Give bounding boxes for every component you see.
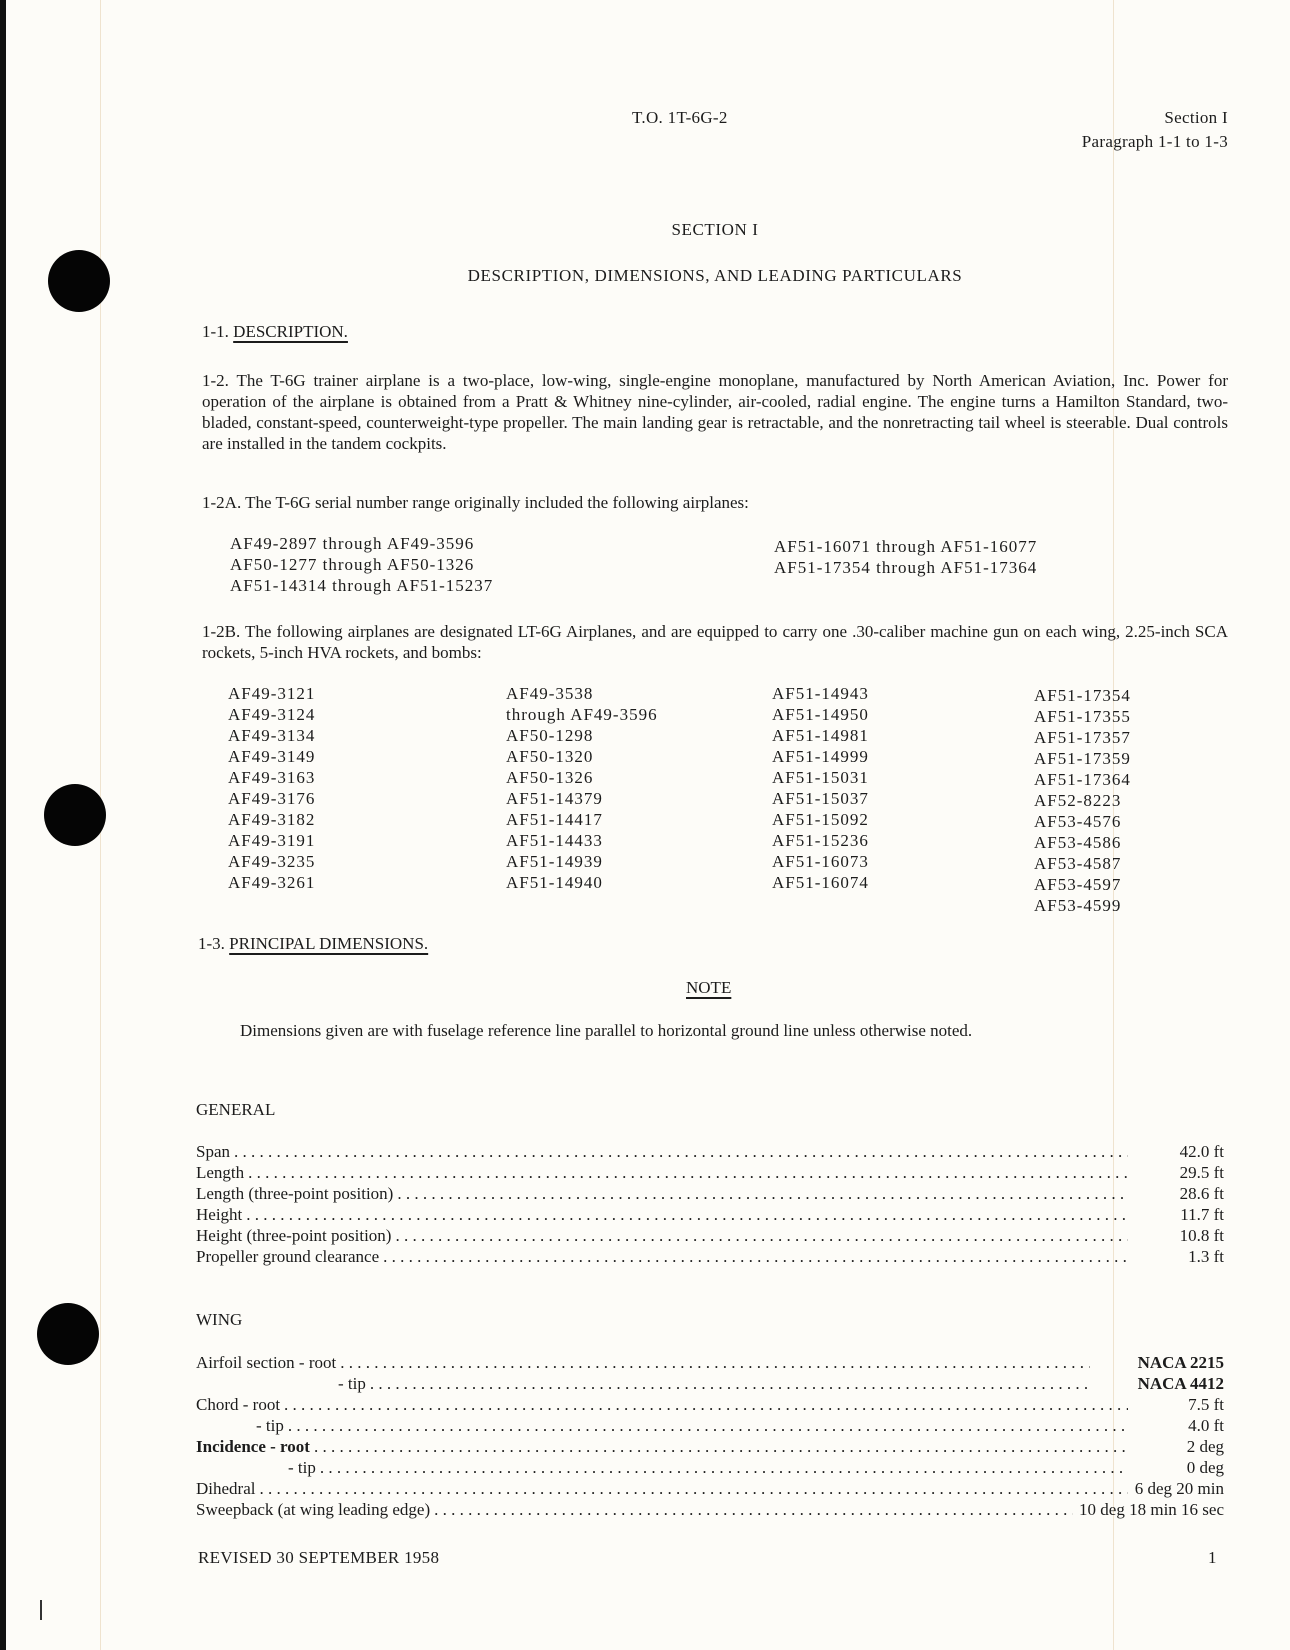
serial-range-list-right [774,536,1037,578]
serial-number: AF49-3124 [228,705,316,724]
leader-dots [234,1142,1128,1162]
serial-range: AF51-16071 through AF51-16077 [774,537,1038,556]
paragraph-text: The T-6G trainer airplane is a two-place, low-wing, single-engine monoplane, manufactured by North American Aviation, Inc. Power for operation of the airplane is obtained from a Pratt & Whitney nine-cylinder, air-cooled, radial engine. The engine turns a Hamilton Standard, two-bladed, constant-speed, counterweight-type propeller. The main landing gear is retractable, and the nonretracting tail wheel is steerable. Dual controls are installed in the tandem cockpits. [202,371,1228,453]
paragraph-number: 1-2B. [202,622,241,641]
serial-number: AF49-3134 [228,726,316,745]
dimension-row [196,1226,1224,1247]
note-text: Dimensions given are with fuselage reference line parallel to horizontal ground line unless otherwise noted. [240,1021,973,1040]
general-dimensions-table [196,1142,1224,1268]
note-heading: NOTE [686,978,732,997]
dimension-label: Dihedral [196,1479,256,1498]
dimension-value: 42.0 ft [1179,1142,1224,1161]
dimension-value: 29.5 ft [1179,1163,1224,1182]
section-subtitle: DESCRIPTION, DIMENSIONS, AND LEADING PARTICULARS [467,266,963,285]
serial-number: AF53-4587 [1034,854,1122,873]
dimension-label: - tip [288,1458,316,1477]
serial-number: AF51-14939 [506,852,603,871]
leader-dots [370,1374,1090,1394]
paragraph-1-2b [202,621,1228,663]
serial-range: AF51-17354 through AF51-17364 [774,558,1038,577]
serial-range-list-left [230,533,493,596]
heading-text: DESCRIPTION. [233,322,348,341]
serial-number: through AF49-3596 [506,705,658,724]
serial-number: AF51-16073 [772,852,869,871]
serial-number: AF49-3182 [228,810,316,829]
serial-number: AF51-17355 [1034,707,1131,726]
dimension-row [196,1416,1224,1437]
leader-dots [314,1437,1128,1457]
serial-number: AF51-17364 [1034,770,1131,789]
serial-number: AF51-17354 [1034,686,1131,705]
binder-hole [44,784,106,846]
paragraph-number: 1-3. [198,934,225,953]
principal-dimensions-heading [198,934,428,954]
paragraph-1-2 [202,370,1228,454]
serial-number: AF51-17357 [1034,728,1131,747]
dimension-value: 1.3 ft [1188,1247,1224,1266]
doc-number: T.O. 1T-6G-2 [632,108,728,127]
description-heading [202,322,348,342]
dimension-value: 2 deg [1186,1437,1224,1456]
dimension-value: 4.0 ft [1188,1416,1224,1435]
serial-number: AF51-14999 [772,747,869,766]
page-number: 1 [1208,1548,1217,1567]
dimension-label: Chord - root [196,1395,281,1414]
dimension-label: Airfoil section - root [196,1353,337,1372]
serial-number: AF51-14379 [506,789,603,808]
paragraph-range: Paragraph 1-1 to 1-3 [1081,132,1228,151]
serial-number: AF49-3235 [228,852,316,871]
serial-number: AF51-14950 [772,705,869,724]
leader-dots [397,1184,1128,1204]
serial-number: AF51-14417 [506,810,603,829]
serial-number: AF51-15236 [772,831,869,850]
dimension-row [196,1353,1224,1374]
serial-number: AF51-15037 [772,789,869,808]
wing-dimensions-table [196,1353,1224,1521]
revision-date: REVISED 30 SEPTEMBER 1958 [198,1548,440,1567]
serial-number: AF49-3261 [228,873,316,892]
dimension-value: NACA 4412 [1137,1374,1224,1393]
dimension-value: NACA 2215 [1137,1353,1224,1372]
dimension-row [196,1205,1224,1226]
dimension-row [196,1184,1224,1205]
scan-edge-strip [0,0,6,1650]
leader-dots [395,1226,1128,1246]
leader-dots [259,1479,1128,1499]
serial-column-1 [228,683,315,893]
leader-dots [320,1458,1128,1478]
serial-column-3 [772,683,869,893]
leader-dots [340,1353,1090,1373]
dimension-value: 28.6 ft [1179,1184,1224,1203]
dimension-label: - tip [256,1416,284,1435]
leader-dots [284,1395,1128,1415]
dimension-row [196,1247,1224,1268]
serial-number: AF51-14981 [772,726,869,745]
general-heading: GENERAL [196,1100,276,1119]
serial-number: AF50-1320 [506,747,594,766]
serial-column-2 [506,683,658,893]
dimension-label: Height [196,1205,243,1224]
leader-dots [434,1500,1073,1520]
dimension-value: 10.8 ft [1179,1226,1224,1245]
dimension-row [196,1479,1224,1500]
paragraph-number: 1-2A. [202,493,242,512]
paragraph-number: 1-1. [202,322,229,341]
serial-number: AF51-14433 [506,831,603,850]
serial-number: AF53-4586 [1034,833,1122,852]
serial-number: AF49-3191 [228,831,316,850]
serial-range: AF51-14314 through AF51-15237 [230,576,494,595]
dimension-label: Incidence - root [196,1437,310,1456]
serial-number: AF50-1298 [506,726,594,745]
serial-number: AF51-15031 [772,768,869,787]
leader-dots [246,1205,1128,1225]
leader-dots [288,1416,1128,1436]
serial-number: AF51-16074 [772,873,869,892]
serial-number: AF51-17359 [1034,749,1131,768]
leader-dots [383,1247,1128,1267]
serial-number: AF49-3176 [228,789,316,808]
binder-hole [37,1303,99,1365]
serial-number: AF51-14940 [506,873,603,892]
dimension-row [196,1437,1224,1458]
dimension-value: 0 deg [1186,1458,1224,1477]
section-title: SECTION I [671,220,759,239]
dimension-row [196,1163,1224,1184]
dimension-label: Propeller ground clearance [196,1247,380,1266]
dimension-label: - tip [338,1374,366,1393]
paragraph-1-2a [202,492,1228,513]
serial-number: AF49-3121 [228,684,316,703]
serial-number: AF50-1326 [506,768,594,787]
dimension-row [196,1458,1224,1479]
serial-number: AF51-14943 [772,684,869,703]
paragraph-number: 1-2. [202,371,229,390]
dimension-row [196,1500,1224,1521]
serial-number: AF49-3149 [228,747,316,766]
serial-range: AF49-2897 through AF49-3596 [230,534,475,553]
dimension-label: Height (three-point position) [196,1226,392,1245]
serial-column-4 [1034,685,1131,916]
dimension-value: 7.5 ft [1188,1395,1224,1414]
serial-number: AF53-4576 [1034,812,1122,831]
paragraph-text: The T-6G serial number range originally included the following airplanes: [245,493,749,512]
paragraph-text: The following airplanes are designated LT-6G Airplanes, and are equipped to carry one .30-caliber machine gun on each wing, 2.25-inch SCA rockets, 5-inch HVA rockets, and bombs: [202,622,1228,662]
heading-text: PRINCIPAL DIMENSIONS. [229,934,429,953]
scan-mark [40,1600,42,1620]
serial-number: AF49-3163 [228,768,316,787]
dimension-row [196,1374,1224,1395]
dimension-label: Sweepback (at wing leading edge) [196,1500,431,1519]
dimension-value: 11.7 ft [1180,1205,1224,1224]
dimension-value: 10 deg 18 min 16 sec [1079,1500,1224,1519]
leader-dots [248,1163,1128,1183]
dimension-row [196,1142,1224,1163]
serial-number: AF51-15092 [772,810,869,829]
serial-number: AF53-4597 [1034,875,1122,894]
wing-heading: WING [196,1310,243,1329]
serial-number: AF53-4599 [1034,896,1122,915]
dimension-row [196,1395,1224,1416]
serial-range: AF50-1277 through AF50-1326 [230,555,475,574]
dimension-value: 6 deg 20 min [1134,1479,1224,1498]
dimension-label: Span [196,1142,230,1161]
dimension-label: Length (three-point position) [196,1184,394,1203]
serial-number: AF52-8223 [1034,791,1122,810]
serial-number: AF49-3538 [506,684,594,703]
section-label: Section I [1164,108,1228,127]
dimension-label: Length [196,1163,245,1182]
